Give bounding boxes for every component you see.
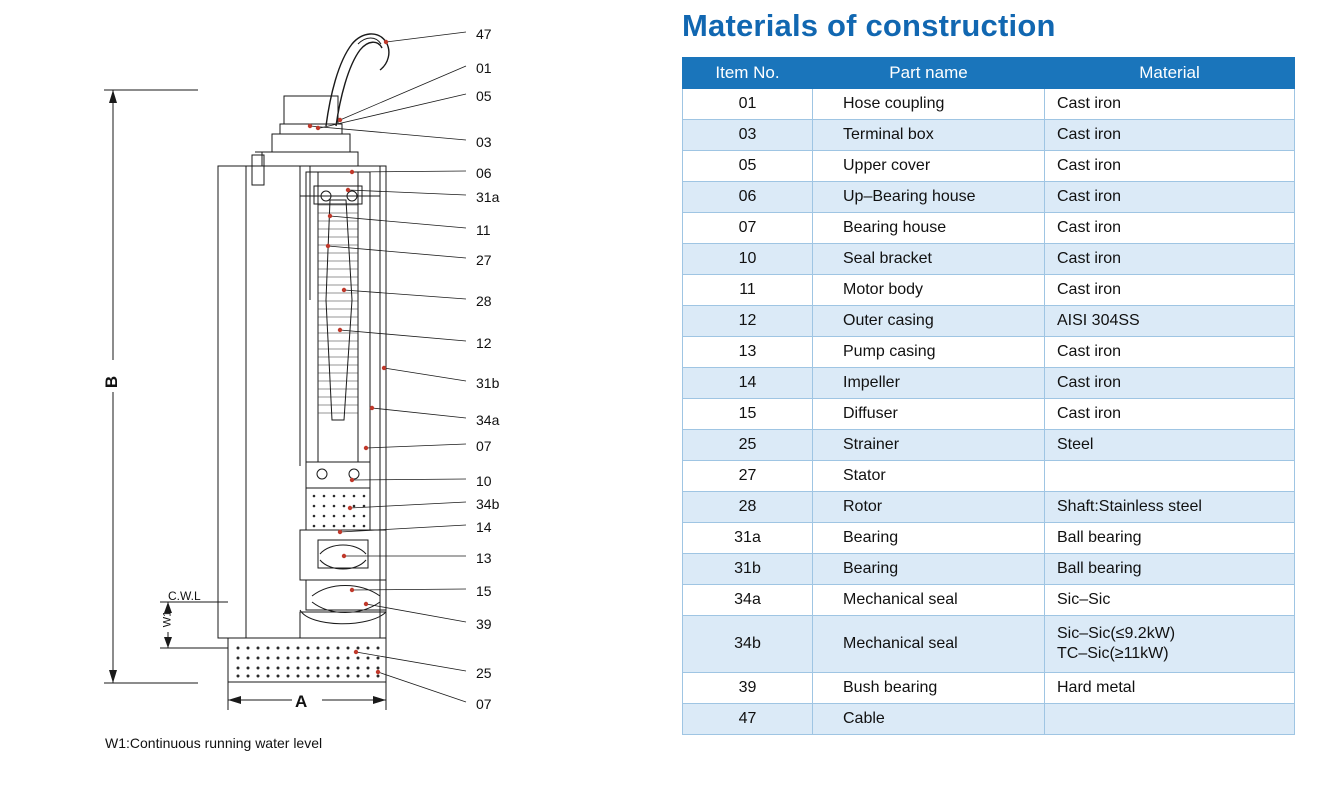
dimension-label-a: A xyxy=(295,692,308,711)
table-row xyxy=(683,337,1295,368)
dimension-label-w1: W1 xyxy=(161,610,174,628)
cell-material xyxy=(1045,704,1295,735)
cell-material: Cast iron xyxy=(1045,399,1295,430)
cell-part-name: Bearing xyxy=(813,554,1045,585)
cell-item-no: 05 xyxy=(683,151,813,182)
cell-material: Cast iron xyxy=(1045,151,1295,182)
table-row xyxy=(683,585,1295,616)
cell-item-no: 10 xyxy=(683,244,813,275)
table-row xyxy=(683,461,1295,492)
cell-material: Cast iron xyxy=(1045,337,1295,368)
cell-material: Cast iron xyxy=(1045,275,1295,306)
cell-part-name: Diffuser xyxy=(813,399,1045,430)
table-row xyxy=(683,673,1295,704)
callout-label-06: 06 xyxy=(476,165,492,181)
table-row xyxy=(683,523,1295,554)
cell-item-no: 07 xyxy=(683,213,813,244)
cell-part-name: Strainer xyxy=(813,430,1045,461)
callout-label-12: 12 xyxy=(476,335,492,351)
table-row xyxy=(683,213,1295,244)
cell-part-name: Seal bracket xyxy=(813,244,1045,275)
cell-item-no: 27 xyxy=(683,461,813,492)
cell-item-no: 47 xyxy=(683,704,813,735)
page-title: Materials of construction xyxy=(682,8,1056,43)
cell-part-name: Mechanical seal xyxy=(813,585,1045,616)
callout-label-47: 47 xyxy=(476,26,492,42)
cell-part-name: Impeller xyxy=(813,368,1045,399)
cell-material: Ball bearing xyxy=(1045,523,1295,554)
pump-cutaway-drawing xyxy=(0,0,660,805)
cell-material xyxy=(1045,461,1295,492)
cell-material: Cast iron xyxy=(1045,368,1295,399)
cell-part-name: Terminal box xyxy=(813,120,1045,151)
cell-material-line2: TC–Sic(≥11kW) xyxy=(1057,645,1169,662)
cell-material: Ball bearing xyxy=(1045,554,1295,585)
callout-label-11: 11 xyxy=(476,222,491,238)
cell-material: Hard metal xyxy=(1045,673,1295,704)
cell-item-no: 34a xyxy=(683,585,813,616)
cell-material: Cast iron xyxy=(1045,89,1295,120)
materials-panel xyxy=(672,0,1312,805)
callout-label-14: 14 xyxy=(476,519,492,535)
cell-material: Steel xyxy=(1045,430,1295,461)
callout-label-34b: 34b xyxy=(476,496,500,512)
table-row xyxy=(683,275,1295,306)
callout-label-31a: 31a xyxy=(476,189,500,205)
cell-item-no: 34b xyxy=(683,616,813,673)
cell-item-no: 12 xyxy=(683,306,813,337)
cell-item-no: 31b xyxy=(683,554,813,585)
cell-part-name: Bush bearing xyxy=(813,673,1045,704)
cell-part-name: Up–Bearing house xyxy=(813,182,1045,213)
table-row xyxy=(683,368,1295,399)
drawing-caption: W1:Continuous running water level xyxy=(105,735,323,751)
table-row xyxy=(683,120,1295,151)
callout-label-25: 25 xyxy=(476,665,492,681)
callout-label-31b: 31b xyxy=(476,375,500,391)
cell-item-no: 01 xyxy=(683,89,813,120)
callout-label-28: 28 xyxy=(476,293,492,309)
cell-material: Cast iron xyxy=(1045,244,1295,275)
table-row xyxy=(683,399,1295,430)
cell-item-no: 28 xyxy=(683,492,813,523)
column-header-item-no: Item No. xyxy=(683,58,813,89)
cell-part-name: Hose coupling xyxy=(813,89,1045,120)
cell-item-no: 13 xyxy=(683,337,813,368)
cell-material: AISI 304SS xyxy=(1045,306,1295,337)
cell-material: Cast iron xyxy=(1045,120,1295,151)
cell-part-name: Mechanical seal xyxy=(813,616,1045,673)
cell-item-no: 03 xyxy=(683,120,813,151)
cell-part-name: Stator xyxy=(813,461,1045,492)
callout-label-05: 05 xyxy=(476,88,492,104)
cell-item-no: 31a xyxy=(683,523,813,554)
cell-part-name: Rotor xyxy=(813,492,1045,523)
dimension-label-b: B xyxy=(102,375,122,389)
cell-item-no: 25 xyxy=(683,430,813,461)
callout-label-27: 27 xyxy=(476,252,492,268)
cell-part-name: Bearing xyxy=(813,523,1045,554)
table-row xyxy=(683,554,1295,585)
cell-item-no: 11 xyxy=(683,275,813,306)
table-row xyxy=(683,430,1295,461)
cell-material: Sic–Sic xyxy=(1045,585,1295,616)
cell-part-name: Bearing house xyxy=(813,213,1045,244)
table-header-row xyxy=(683,58,1295,89)
cell-part-name: Outer casing xyxy=(813,306,1045,337)
table-row xyxy=(683,151,1295,182)
cell-item-no: 06 xyxy=(683,182,813,213)
callout-label-10: 10 xyxy=(476,473,492,489)
cell-item-no: 15 xyxy=(683,399,813,430)
cell-material: Cast iron xyxy=(1045,213,1295,244)
cell-material: Cast iron xyxy=(1045,182,1295,213)
cell-material xyxy=(1045,616,1295,673)
callout-label-07-lower: 07 xyxy=(476,696,492,712)
pump-cutaway-svg xyxy=(0,0,660,805)
callout-label-03: 03 xyxy=(476,134,492,150)
callout-label-13: 13 xyxy=(476,550,492,566)
cell-item-no: 39 xyxy=(683,673,813,704)
materials-of-construction-table xyxy=(682,57,1295,735)
table-row xyxy=(683,182,1295,213)
table-row xyxy=(683,306,1295,337)
cell-material: Shaft:Stainless steel xyxy=(1045,492,1295,523)
callout-label-15: 15 xyxy=(476,583,492,599)
table-row xyxy=(683,704,1295,735)
cell-part-name: Motor body xyxy=(813,275,1045,306)
callout-label-34a: 34a xyxy=(476,412,500,428)
cell-part-name: Upper cover xyxy=(813,151,1045,182)
table-row xyxy=(683,616,1295,673)
cell-material-line1: Sic–Sic(≤9.2kW) xyxy=(1057,625,1176,642)
callout-label-07-upper: 07 xyxy=(476,438,492,454)
table-row xyxy=(683,244,1295,275)
cell-part-name: Cable xyxy=(813,704,1045,735)
callout-label-01: 01 xyxy=(476,60,492,76)
cell-item-no: 14 xyxy=(683,368,813,399)
cwl-label: C.W.L xyxy=(168,589,201,603)
table-row xyxy=(683,492,1295,523)
column-header-part-name: Part name xyxy=(813,58,1045,89)
callout-label-39: 39 xyxy=(476,616,492,632)
table-row xyxy=(683,89,1295,120)
column-header-material: Material xyxy=(1045,58,1295,89)
cell-part-name: Pump casing xyxy=(813,337,1045,368)
